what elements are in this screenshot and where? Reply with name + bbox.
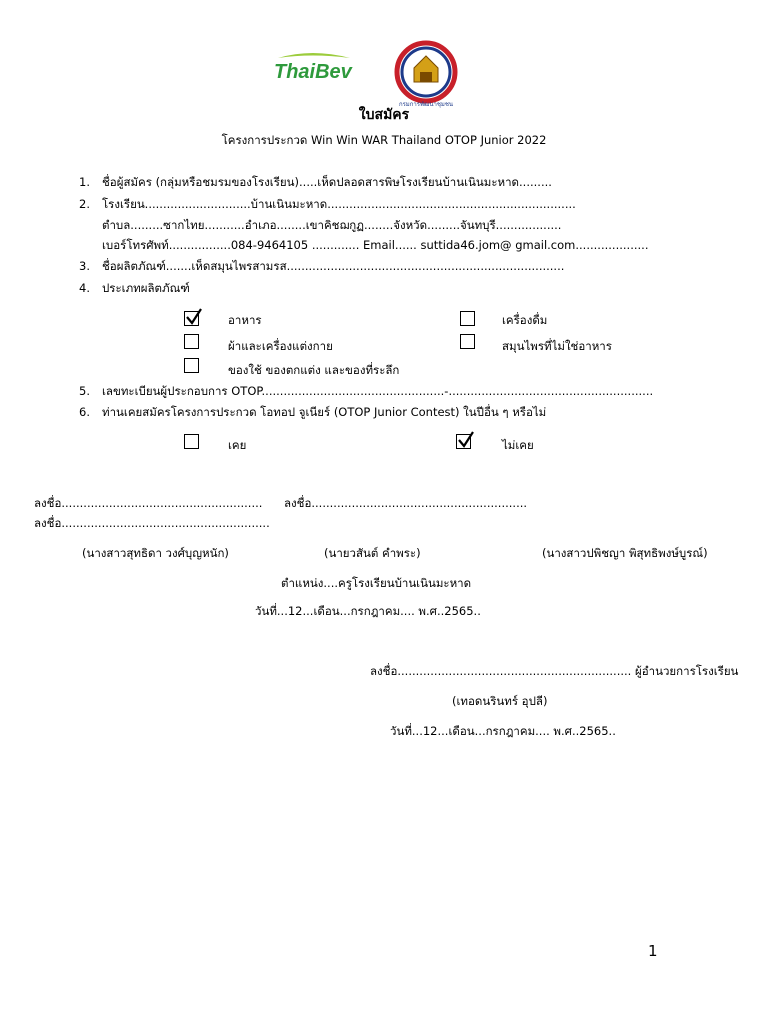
label-never-applied: ไม่เคย [502, 438, 534, 452]
contact-field[interactable]: เบอร์โทรศัพท์.................084-9464105 ............. Email...... suttida46.jom@ gmail.com.................... [102, 238, 649, 252]
thaibev-logo [272, 52, 356, 88]
checkbox-never-applied[interactable] [456, 434, 471, 449]
checkbox-textile[interactable] [184, 334, 199, 349]
product-name-field[interactable]: ชื่อผลิตภัณฑ์.......เห็ดสมุนไพรสามรส............................................................................ [102, 259, 565, 273]
form-subtitle: โครงการประกวด Win Win WAR Thailand OTOP Junior 2022 [221, 133, 547, 147]
date-line-1: วันที่...12...เดือน...กรกฎาคม.... พ.ศ..2565.. [255, 604, 481, 618]
signer-name-2: (นายวสันต์ คำพระ) [324, 546, 421, 560]
community-development-seal-logo [392, 40, 460, 108]
logo-text: ThaiBev [274, 61, 352, 83]
label-herbal: สมุนไพรที่ไม่ใช่อาหาร [502, 339, 612, 353]
label-beverage: เครื่องดื่ม [502, 313, 548, 327]
otop-registration-field[interactable]: เลขทะเบียนผู้ประกอบการ OTOP..................................................-........................................................ [102, 384, 654, 398]
checkbox-herbal[interactable] [460, 334, 475, 349]
school-field[interactable]: โรงเรียน.............................บ้านเนินมะหาด.................................................................... [102, 197, 576, 211]
signature-line-3[interactable]: ลงชื่อ......................................................... [34, 516, 270, 530]
applicant-name-field[interactable]: ชื่อผู้สมัคร (กลุ่มหรือชมรมของโรงเรียน).....เห็ดปลอดสารพิษโรงเรียนบ้านเนินมะหาด......... [102, 175, 552, 189]
checkbox-ever-applied[interactable] [184, 434, 199, 449]
history-question: ท่านเคยสมัครโครงการประกวด โอทอป จูเนียร์ (OTOP Junior Contest) ในปีอื่น ๆ หรือไม่ [102, 405, 547, 419]
checkbox-beverage[interactable] [460, 311, 475, 326]
signature-line-2[interactable]: ลงชื่อ........................................................... [284, 496, 528, 510]
page-number: 1 [648, 942, 658, 960]
date-line-2: วันที่...12...เดือน...กรกฎาคม.... พ.ศ..2565.. [390, 724, 616, 738]
form-title: ใบสมัคร [358, 107, 410, 123]
checkbox-souvenir[interactable] [184, 358, 199, 373]
signer-name-3: (นางสาวปพิชญา พิสุทธิพงษ์บูรณ์) [542, 546, 708, 560]
director-signature-line[interactable]: ลงชื่อ................................................................ ผู้อำนวยการโรงเรียน [370, 664, 739, 678]
label-textile: ผ้าและเครื่องแต่งกาย [228, 339, 333, 353]
checkbox-food[interactable] [184, 311, 199, 326]
signer-name-1: (นางสาวสุทธิดา วงศ์บุญหนัก) [82, 546, 229, 560]
label-ever-applied: เคย [228, 438, 247, 452]
label-food: อาหาร [228, 313, 262, 327]
director-name: (เทอดนรินทร์ อุปลี) [452, 694, 548, 708]
address-field[interactable]: ตำบล.........ซากไทย...........อำเภอ........เขาคิชฌกูฏ........จังหวัด.........จันทบุรี.................. [102, 218, 562, 232]
label-souvenir: ของใช้ ของตกแต่ง และของที่ระลึก [228, 363, 400, 377]
product-type-label: ประเภทผลิตภัณฑ์ [102, 281, 190, 295]
position-line: ตำแหน่ง....ครูโรงเรียนบ้านเนินมะหาด [281, 576, 472, 590]
signature-line-1[interactable]: ลงชื่อ....................................................... [34, 496, 263, 510]
seal-text: กรมการพัฒนาชุมชน [398, 101, 454, 108]
